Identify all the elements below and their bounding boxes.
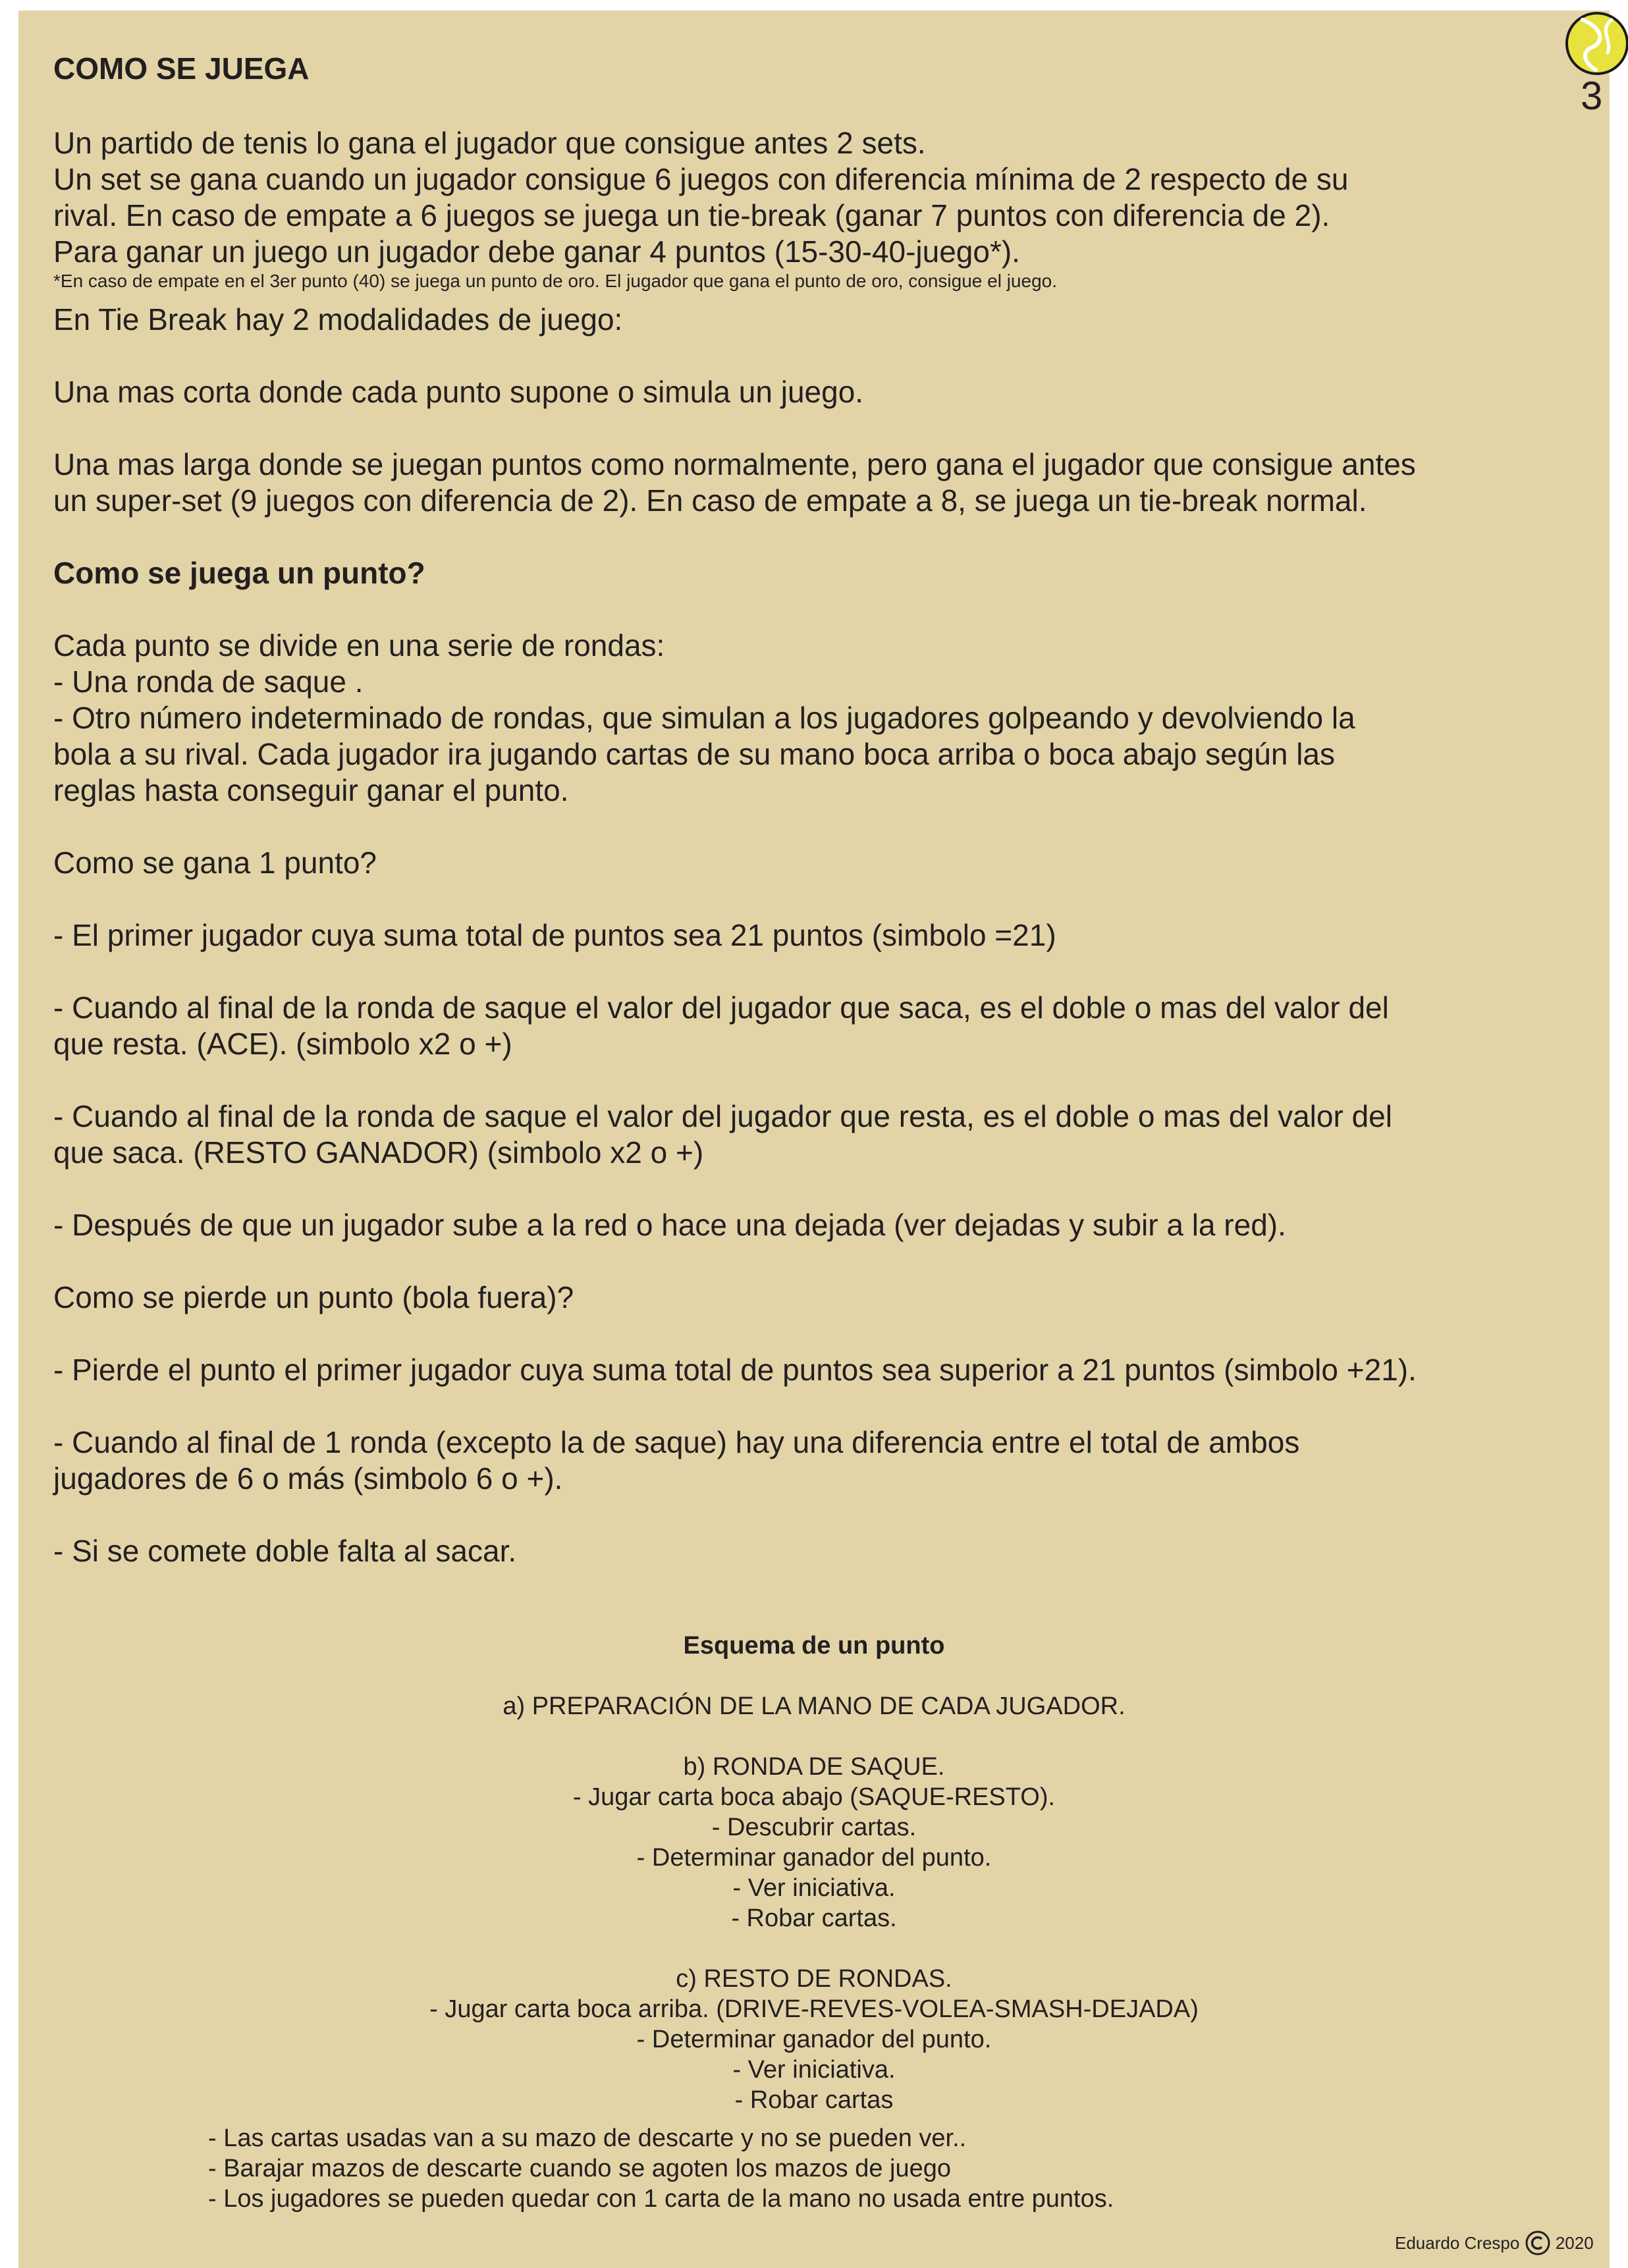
lose-rule: - Pierde el punto el primer jugador cuya suma total de puntos sea superior a 21 puntos (simbolo +21). [53,1353,1417,1387]
scheme-note: - Barajar mazos de descarte cuando se agoten los mazos de juego [208,2155,951,2182]
lose-heading: Como se pierde un punto (bola fuera)? [53,1280,574,1314]
signature [1395,2228,1594,2256]
win-heading: Como se gana 1 punto? [53,846,377,880]
point-line: - Otro número indeterminado de rondas, que simulan a los jugadores golpeando y devolviendo la [53,701,1355,735]
point-line: Cada punto se divide en una serie de rondas: [53,628,665,662]
point-line: reglas hasta conseguir ganar el punto. [53,773,569,807]
lose-rule: - Si se comete doble falta al sacar. [53,1534,517,1568]
tiebreak-long-line: Una mas larga donde se juegan puntos como normalmente, pero gana el jugador que consigue antes [53,447,1416,481]
scheme-item: - Robar cartas [734,2086,894,2114]
lose-rule: - Cuando al final de 1 ronda (excepto la de saque) hay una diferencia entre el total de ambos [53,1425,1300,1459]
win-rule: que resta. (ACE). (simbolo x2 o +) [53,1027,512,1061]
rules-page [18,11,1610,2268]
win-rule: - Cuando al final de la ronda de saque el valor del jugador que resta, es el doble o mas del valor del [53,1099,1392,1133]
page-number: 3 [1581,74,1603,118]
tiebreak-short: Una mas corta donde cada punto supone o simula un juego. [53,375,864,409]
scheme-item: - Jugar carta boca arriba. (DRIVE-REVES-VOLEA-SMASH-DEJADA) [429,1995,1199,2023]
scheme-step-b: b) RONDA DE SAQUE. [683,1753,945,1781]
intro-line: Para ganar un juego un jugador debe ganar 4 puntos (15-30-40-juego*). [53,234,1020,269]
tiebreak-long-line: un super-set (9 juegos con diferencia de 2). En caso de empate a 8, se juega un tie-break normal. [53,483,1367,518]
scheme-step-a: a) PREPARACIÓN DE LA MANO DE CADA JUGADOR. [502,1692,1126,1720]
scheme-item: - Robar cartas. [731,1904,897,1932]
author-name: Eduardo Crespo [1395,2233,1520,2254]
scheme-item: - Descubrir cartas. [711,1814,917,1841]
scheme-item: - Ver iniciativa. [732,2056,896,2084]
point-scheme [18,1631,1610,2115]
intro-line: Un partido de tenis lo gana el jugador que consigue antes 2 sets. [53,126,926,160]
point-heading: Como se juega un punto? [53,556,425,590]
rules-text [53,49,1568,1569]
point-line: - Una ronda de saque . [53,664,364,699]
tiebreak-intro: En Tie Break hay 2 modalidades de juego: [53,302,623,337]
copyright-year: 2020 [1555,2233,1594,2254]
scheme-item: - Ver iniciativa. [732,1874,896,1902]
scheme-notes [208,2123,1114,2214]
tennis-ball-icon [1564,11,1628,76]
intro-line: Un set se gana cuando un jugador consigue 6 juegos con diferencia mínima de 2 respecto de su [53,162,1349,196]
scheme-step-c: c) RESTO DE RONDAS. [676,1965,952,1993]
footnote: *En caso de empate en el 3er punto (40) se juega un punto de oro. El jugador que gana el punto de oro, consigue el juego. [53,271,1057,291]
copyright-icon [1525,2230,1551,2256]
win-rule: - El primer jugador cuya suma total de puntos sea 21 puntos (simbolo =21) [53,918,1056,952]
intro-line: rival. En caso de empate a 6 juegos se juega un tie-break (ganar 7 puntos con diferencia de 2). [53,198,1330,232]
scheme-title: Esquema de un punto [683,1632,945,1660]
scheme-note: - Los jugadores se pueden quedar con 1 carta de la mano no usada entre puntos. [208,2185,1114,2213]
scheme-note: - Las cartas usadas van a su mazo de descarte y no se pueden ver.. [208,2124,967,2152]
win-rule: - Cuando al final de la ronda de saque el valor del jugador que saca, es el doble o mas del valor del [53,990,1389,1025]
point-line: bola a su rival. Cada jugador ira jugando cartas de su mano boca arriba o boca abajo según las [53,737,1336,771]
scheme-item: - Determinar ganador del punto. [636,1844,992,1872]
scheme-item: - Determinar ganador del punto. [636,2026,992,2053]
win-rule: que saca. (RESTO GANADOR) (simbolo x2 o +) [53,1135,704,1170]
win-rule: - Después de que un jugador sube a la red o hace una dejada (ver dejadas y subir a la red). [53,1208,1286,1242]
page-title: COMO SE JUEGA [53,51,310,86]
scheme-item: - Jugar carta boca abajo (SAQUE-RESTO). [572,1783,1056,1811]
lose-rule: jugadores de 6 o más (simbolo 6 o +). [53,1461,563,1496]
